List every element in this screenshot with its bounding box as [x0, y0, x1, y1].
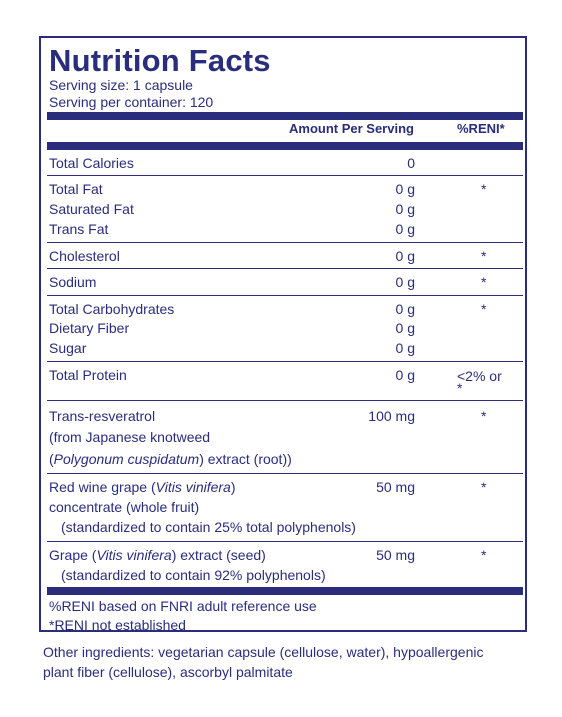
total-fat-reni: *	[481, 181, 487, 197]
cholesterol-label: Cholesterol	[49, 248, 120, 264]
saturated-fat-amount: 0 g	[395, 201, 415, 217]
grape-prefix: Grape (	[49, 547, 97, 563]
top-divider	[47, 112, 523, 120]
protein-reni-note: *	[457, 380, 463, 396]
row-divider	[47, 242, 523, 243]
calories-amount: 0	[407, 155, 415, 171]
row-divider	[47, 295, 523, 296]
other-ingredients	[43, 642, 483, 682]
total-fat-label: Total Fat	[49, 181, 103, 197]
amount-header: Amount Per Serving	[289, 121, 414, 136]
protein-label: Total Protein	[49, 367, 127, 383]
species-name: Vitis vinifera	[96, 547, 172, 563]
carbohydrates-amount: 0 g	[395, 301, 415, 317]
other-ingredients-line2: plant fiber (cellulose), ascorbyl palmitate	[43, 664, 293, 680]
dietary-fiber-label: Dietary Fiber	[49, 320, 130, 336]
protein-amount: 0 g	[395, 367, 415, 383]
sugar-amount: 0 g	[395, 340, 415, 356]
red-wine-suffix: )	[230, 479, 236, 495]
protein-reni: <2% or	[457, 368, 502, 384]
servings-per-container: Serving per container: 120	[49, 94, 214, 110]
cholesterol-amount: 0 g	[395, 248, 415, 264]
trans-fat-label: Trans Fat	[49, 221, 109, 237]
row-divider	[47, 473, 523, 474]
nutrition-facts-panel	[39, 36, 527, 632]
row-divider	[47, 268, 523, 269]
cholesterol-reni: *	[481, 248, 487, 264]
grape-seed-standardization: (standardized to contain 92% polyphenols)	[61, 567, 326, 583]
resveratrol-amount: 100 mg	[368, 408, 415, 424]
resveratrol-source: (from Japanese knotweed	[49, 429, 211, 445]
other-ingredients-line1: Other ingredients: vegetarian capsule (cellulose, water), hypoallergenic	[43, 644, 484, 660]
grape-seed-reni: *	[481, 547, 487, 563]
red-wine-standardization: (standardized to contain 25% total polyphenols)	[61, 519, 356, 535]
bottom-divider	[47, 587, 523, 595]
total-fat-amount: 0 g	[395, 181, 415, 197]
sugar-label: Sugar	[49, 340, 87, 356]
reni-header: %RENI*	[457, 121, 505, 136]
grape-suffix: ) extract (seed)	[171, 547, 266, 563]
sodium-reni: *	[481, 274, 487, 290]
resveratrol-species: (Polygonum cuspidatum) extract (root))	[49, 451, 292, 467]
red-wine-amount: 50 mg	[376, 479, 415, 495]
red-wine-prefix: Red wine grape (	[49, 479, 156, 495]
species-name: Vitis vinifera	[155, 479, 231, 495]
resveratrol-reni: *	[481, 408, 487, 424]
saturated-fat-label: Saturated Fat	[49, 201, 134, 217]
grape-seed-label	[49, 547, 266, 564]
row-divider	[47, 175, 523, 176]
resveratrol-label: Trans-resveratrol	[49, 408, 156, 424]
serving-size: Serving size: 1 capsule	[49, 77, 193, 93]
species-name: Polygonum cuspidatum	[53, 451, 200, 467]
red-wine-form: concentrate (whole fruit)	[49, 499, 200, 515]
carbohydrates-reni: *	[481, 301, 487, 317]
grape-seed-amount: 50 mg	[376, 547, 415, 563]
header-divider	[47, 142, 523, 150]
row-divider	[47, 541, 523, 542]
reni-basis-note: %RENI based on FNRI adult reference use	[49, 598, 317, 614]
row-divider	[47, 400, 523, 401]
species-suffix: ) extract (root))	[199, 451, 292, 467]
dietary-fiber-amount: 0 g	[395, 320, 415, 336]
row-divider	[47, 361, 523, 362]
carbohydrates-label: Total Carbohydrates	[49, 301, 175, 317]
red-wine-label	[49, 479, 236, 496]
red-wine-reni: *	[481, 479, 487, 495]
sodium-label: Sodium	[49, 274, 97, 290]
reni-not-established-note: *RENI not established	[49, 617, 186, 633]
trans-fat-amount: 0 g	[395, 221, 415, 237]
calories-label: Total Calories	[49, 155, 134, 171]
sodium-amount: 0 g	[395, 274, 415, 290]
panel-title: Nutrition Facts	[49, 43, 271, 78]
